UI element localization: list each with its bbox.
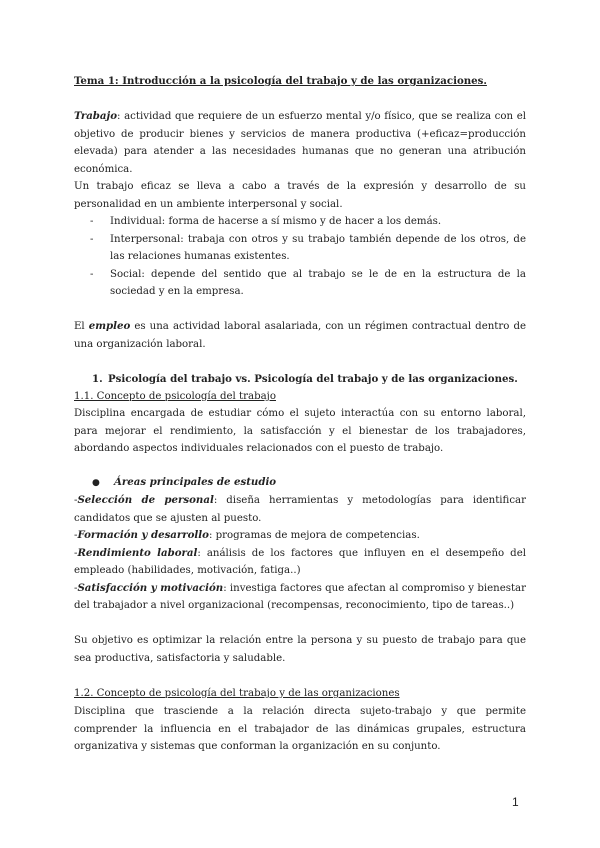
list-item: - Interpersonal: trabaja con otros y su trabajo también depende de los otros, de las relaciones humanas existentes. bbox=[90, 231, 526, 266]
area-term: Rendimiento laboral bbox=[77, 546, 198, 559]
paragraph-concepto-trabajo: Disciplina encargada de estudiar cómo el sujeto interactúa con su entorno laboral, para mejorar el rendimiento, la satisfacción y el bienestar de los trabajadores, abordando aspectos individuales relacionados con el puesto de trabajo. bbox=[74, 408, 526, 454]
area-text: : investiga factores que afectan al compromiso y bienestar del trabajador a nivel organizacional (recompensas, reconocimiento, tipo de tareas..) bbox=[74, 582, 526, 611]
section-number: 1. bbox=[92, 373, 103, 385]
empleo-definition: es una actividad laboral asalariada, con un régimen contractual dentro de una organización laboral. bbox=[74, 321, 526, 350]
paragraph-concepto-organizaciones: Disciplina que trasciende a la relación directa sujeto-trabajo y que permite comprender la influencia en el trabajador de las dinámicas grupales, estructura organizativa y sistemas que conforman la organización en su conjunto. bbox=[74, 706, 526, 752]
area-item: -Rendimiento laboral: análisis de los factores que influyen en el desempeño del empleado (habilidades, motivación, fatiga..) bbox=[74, 546, 526, 576]
term-empleo: empleo bbox=[88, 320, 131, 332]
trabajo-definition: : actividad que requiere de un esfuerzo mental y/o físico, que se realiza con el objetivo de producir bienes y servicios de manera productiva (+eficaz=producción elevada) para atender a las necesidades humanas que no generan una atribución económica. bbox=[74, 111, 526, 175]
area-term: Selección de personal bbox=[77, 494, 214, 506]
area-term: Formación y desarrollo bbox=[77, 529, 209, 541]
paragraph-objetivo: Su objetivo es optimizar la relación entre la persona y su puesto de trabajo para que sea productiva, satisfactoria y saludable. bbox=[74, 635, 526, 664]
list-item: - Individual: forma de hacerse a sí mismo y de hacer a los demás. bbox=[90, 213, 526, 231]
section-heading bbox=[92, 371, 544, 389]
page-number: 1 bbox=[512, 795, 519, 809]
term-trabajo: Trabajo bbox=[74, 110, 118, 122]
area-item: -Formación y desarrollo: programas de mejora de competencias. bbox=[74, 529, 420, 541]
area-text: : diseña herramientas y metodologías para identificar candidatos que se ajusten al puesto. bbox=[74, 495, 526, 524]
dimension-list bbox=[90, 213, 526, 301]
areas-heading bbox=[92, 474, 544, 493]
area-item: -Selección de personal: diseña herramientas y metodologías para identificar candidatos que se ajusten al puesto. bbox=[74, 494, 526, 524]
area-term: Satisfacción y motivación bbox=[77, 581, 224, 594]
subsection-title-1-1: 1.1. Concepto de psicología del trabajo bbox=[74, 391, 276, 402]
paragraph-trabajo-eficaz: Un trabajo eficaz se lleva a cabo a través de la expresión y desarrollo de su personalidad en un ambiente interpersonal y social. bbox=[74, 181, 526, 210]
paragraph-trabajo bbox=[74, 108, 526, 178]
area-text: : programas de mejora de competencias. bbox=[208, 530, 420, 541]
section-title: Psicología del trabajo vs. Psicología del trabajo y de las organizaciones. bbox=[108, 373, 518, 385]
areas-title: Áreas principales de estudio bbox=[114, 476, 277, 488]
areas-list bbox=[74, 492, 526, 615]
empleo-prefix: El bbox=[74, 321, 89, 332]
subsection-title-1-2: 1.2. Concepto de psicología del trabajo y de las organizaciones bbox=[74, 688, 400, 699]
page-title: Tema 1: Introducción a la psicología del trabajo y de las organizaciones. bbox=[74, 75, 487, 87]
paragraph-empleo bbox=[74, 318, 526, 353]
area-item: -Satisfacción y motivación: investiga factores que afectan al compromiso y bienestar del trabajador a nivel organizacional (recompensas, reconocimiento, tipo de tareas..) bbox=[74, 581, 526, 611]
bullet-icon: ● bbox=[92, 478, 100, 488]
area-text: : análisis de los factores que influyen en el desempeño del empleado (habilidades, motivación, fatiga..) bbox=[74, 547, 526, 576]
list-item: - Social: depende del sentido que al trabajo se le de en la estructura de la sociedad y en la empresa. bbox=[90, 266, 526, 301]
